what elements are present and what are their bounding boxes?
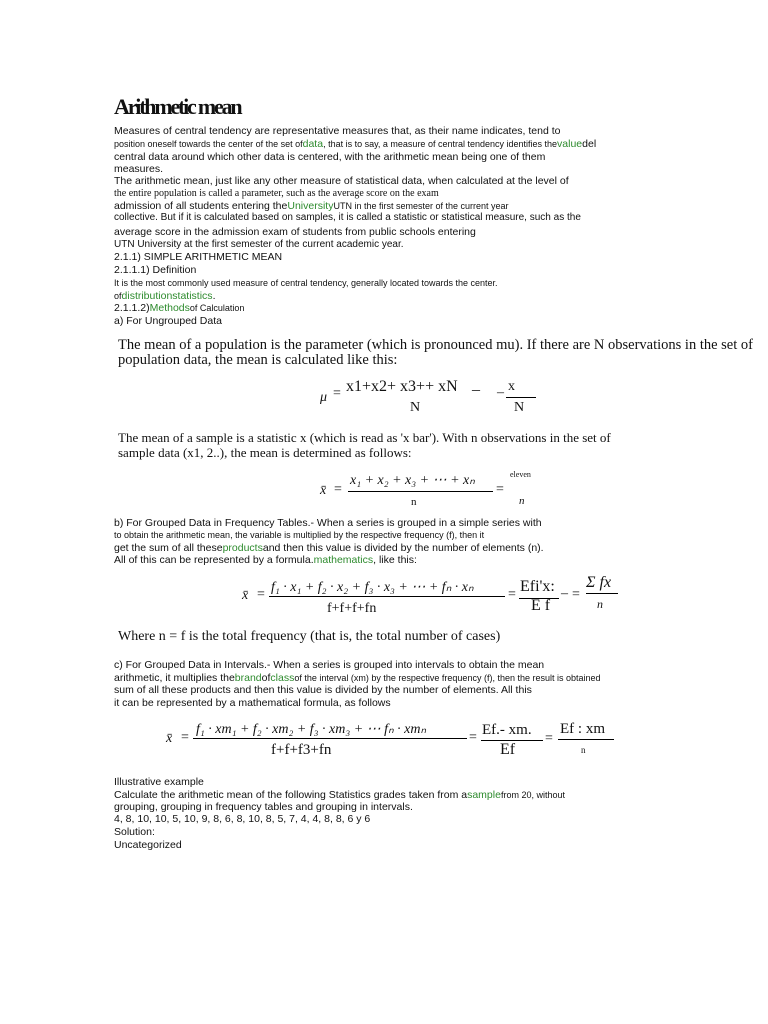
xbar-symbol: x̄	[320, 483, 327, 498]
intervals-fraction-bar	[193, 738, 467, 739]
equals-sign-2: =	[496, 482, 504, 497]
efxm-numerator-2: Ef : xm	[560, 721, 605, 737]
sample-numerator: x₁ + x₂ + x₃ + ⋯ + xₙ	[350, 473, 475, 488]
grouped-line-1: b) For Grouped Data in Frequency Tables.- When a series is grouped in a simple series with	[114, 517, 542, 529]
xbar-symbol: x̄	[242, 588, 249, 603]
equals-sign: =	[257, 587, 265, 602]
equals-sign: =	[334, 482, 342, 497]
page-title: Arithmetic mean	[114, 94, 241, 119]
intervals-line-3: sum of all these products and then this value is divided by the number of elements. All this	[114, 684, 532, 696]
sample-n: n	[519, 495, 525, 507]
link-mathematics[interactable]: mathematics	[313, 554, 374, 566]
xbar-symbol: x̄	[166, 731, 173, 746]
example-heading: Illustrative example	[114, 776, 204, 788]
link-statistics[interactable]: statistics	[172, 290, 213, 302]
example-line-2: Calculate the arithmetic mean of the following Statistics grades taken from asamplefrom 20, without	[114, 789, 565, 801]
population-dash-2: –	[497, 385, 504, 400]
link-data[interactable]: data	[302, 138, 324, 150]
example-line-3: grouping, grouping in frequency tables and grouping in intervals.	[114, 801, 413, 813]
definition-distribution-line: ofdistributionstatistics.	[114, 290, 216, 302]
link-university[interactable]: University	[287, 200, 334, 212]
equals-sign-2: =	[508, 587, 516, 602]
grouped-denominator: f+f+f+fn	[327, 601, 377, 616]
sum-fraction-bar	[586, 593, 618, 594]
link-methods[interactable]: Methods	[149, 302, 190, 314]
intervals-line-1: c) For Grouped Data in Intervals.- When a series is grouped into intervals to obtain the mean	[114, 659, 545, 671]
sample-text-2: sample data (x1, 2..), the mean is determined as follows:	[118, 445, 412, 460]
sample-text-1: The mean of a sample is a statistic x (which is read as 'x bar'). With n observations in the set of	[118, 430, 611, 445]
sample-denominator: n	[411, 496, 417, 508]
intro-line-2: position oneself towards the center of the set ofdata, that is to say, a measure of central tendency identifies thevaluedel	[114, 138, 597, 150]
mu-symbol: μ	[320, 390, 328, 405]
efx-numerator: Efi'x:	[520, 578, 555, 595]
intro-line-1: Measures of central tendency are representative measures that, as their name indicates, tend to	[114, 125, 561, 137]
efxm-n: n	[581, 745, 586, 755]
intervals-line-4: it can be represented by a mathematical formula, as follows	[114, 697, 391, 709]
sample-fraction-bar	[348, 491, 493, 492]
intro-line-7: admission of all students entering theUniversityUTN in the first semester of the current year	[114, 200, 509, 212]
equals-sign-3: =	[545, 731, 553, 746]
link-products[interactable]: products	[222, 542, 263, 554]
eleven-label: eleven	[510, 470, 531, 479]
example-solution: Solution:	[114, 826, 155, 838]
equals-sign-2: =	[469, 730, 477, 745]
link-sample[interactable]: sample	[467, 789, 501, 801]
category-label: Uncategorized	[114, 839, 182, 851]
link-value[interactable]: value	[557, 138, 583, 150]
grouped-line-4: All of this can be represented by a formula.mathematics, like this:	[114, 554, 417, 566]
intro-line-4: measures.	[114, 163, 164, 175]
dash: –	[561, 586, 568, 601]
definition-text: It is the most commonly used measure of central tendency, generally located towards the center.	[114, 278, 498, 288]
population-denominator: N	[410, 400, 421, 415]
heading-definition: 2.1.1.1) Definition	[114, 264, 197, 276]
efx-denominator: E f	[531, 597, 551, 614]
intro-line-9: average score in the admission exam of students from public schools entering	[114, 226, 476, 238]
population-denominator-2: N	[514, 400, 525, 415]
sum-fx: Σ fx	[586, 574, 612, 591]
population-fraction-bar	[506, 397, 536, 398]
grouped-numerator: f₁ · x₁ + f₂ · x₂ + f₃ · x₃ + ⋯ + fₙ · xₙ	[271, 580, 474, 595]
intro-line-10: UTN University at the first semester of the current academic year.	[114, 239, 404, 250]
sum-n: n	[597, 597, 603, 611]
equals-sign: =	[333, 386, 341, 401]
efxm-fraction-bar-2	[558, 739, 614, 740]
link-distribution[interactable]: distribution	[121, 290, 173, 302]
link-brand[interactable]: brand	[234, 672, 262, 684]
population-numerator: x1+x2+ x3++ xN	[346, 378, 458, 395]
equals-sign: =	[181, 730, 189, 745]
population-text-2: population data, the mean is calculated like this:	[118, 352, 398, 368]
population-dash-1: _	[472, 376, 480, 393]
grouped-line-2: to obtain the arithmetic mean, the variable is multiplied by the respective frequency (f), then it	[114, 530, 485, 540]
intervals-denominator: f+f+f3+fn	[271, 742, 332, 758]
grouped-line-3: get the sum of all theseproductsand then this value is divided by the number of elements (n).	[114, 542, 544, 554]
example-grades: 4, 8, 10, 10, 5, 10, 9, 8, 6, 8, 10, 8, 5, 7, 4, 4, 8, 8, 6 y 6	[114, 813, 371, 825]
intro-line-5: The arithmetic mean, just like any other measure of statistical data, when calculated at the level of	[114, 175, 569, 187]
total-frequency-note: Where n = f is the total frequency (that is, the total number of cases)	[118, 629, 501, 644]
intro-line-6: the entire population is called a parameter, such as the average score on the exam	[114, 188, 439, 199]
efxm-numerator: Ef.- xm.	[482, 722, 532, 738]
intro-line-3: central data around which other data is centered, with the arithmetic mean being one of them	[114, 151, 546, 163]
heading-simple-mean: 2.1.1) SIMPLE ARITHMETIC MEAN	[114, 251, 283, 263]
population-text-1: The mean of a population is the parameter (which is pronounced mu). If there are N observations in the set of	[118, 337, 753, 353]
intervals-line-2: arithmetic, it multiplies thebrandofclassof the interval (xm) by the respective frequency (f), then the result is obtained	[114, 672, 601, 684]
intervals-numerator: f₁ · xm₁ + f₂ · xm₂ + f₃ · xm₃ + ⋯ fₙ · xmₙ	[196, 722, 427, 737]
intro-line-8: collective. But if it is calculated based on samples, it is called a statistic or statistical measure, such as the	[114, 212, 581, 223]
link-class[interactable]: class	[270, 672, 295, 684]
heading-ungrouped: a) For Ungrouped Data	[114, 315, 222, 327]
grouped-fraction-bar	[269, 596, 505, 597]
efxm-denominator: Ef	[500, 741, 516, 758]
population-numerator-2: x	[508, 379, 515, 394]
equals-sign-3: =	[572, 587, 580, 602]
heading-methods: 2.1.1.2)Methodsof Calculation	[114, 302, 245, 314]
